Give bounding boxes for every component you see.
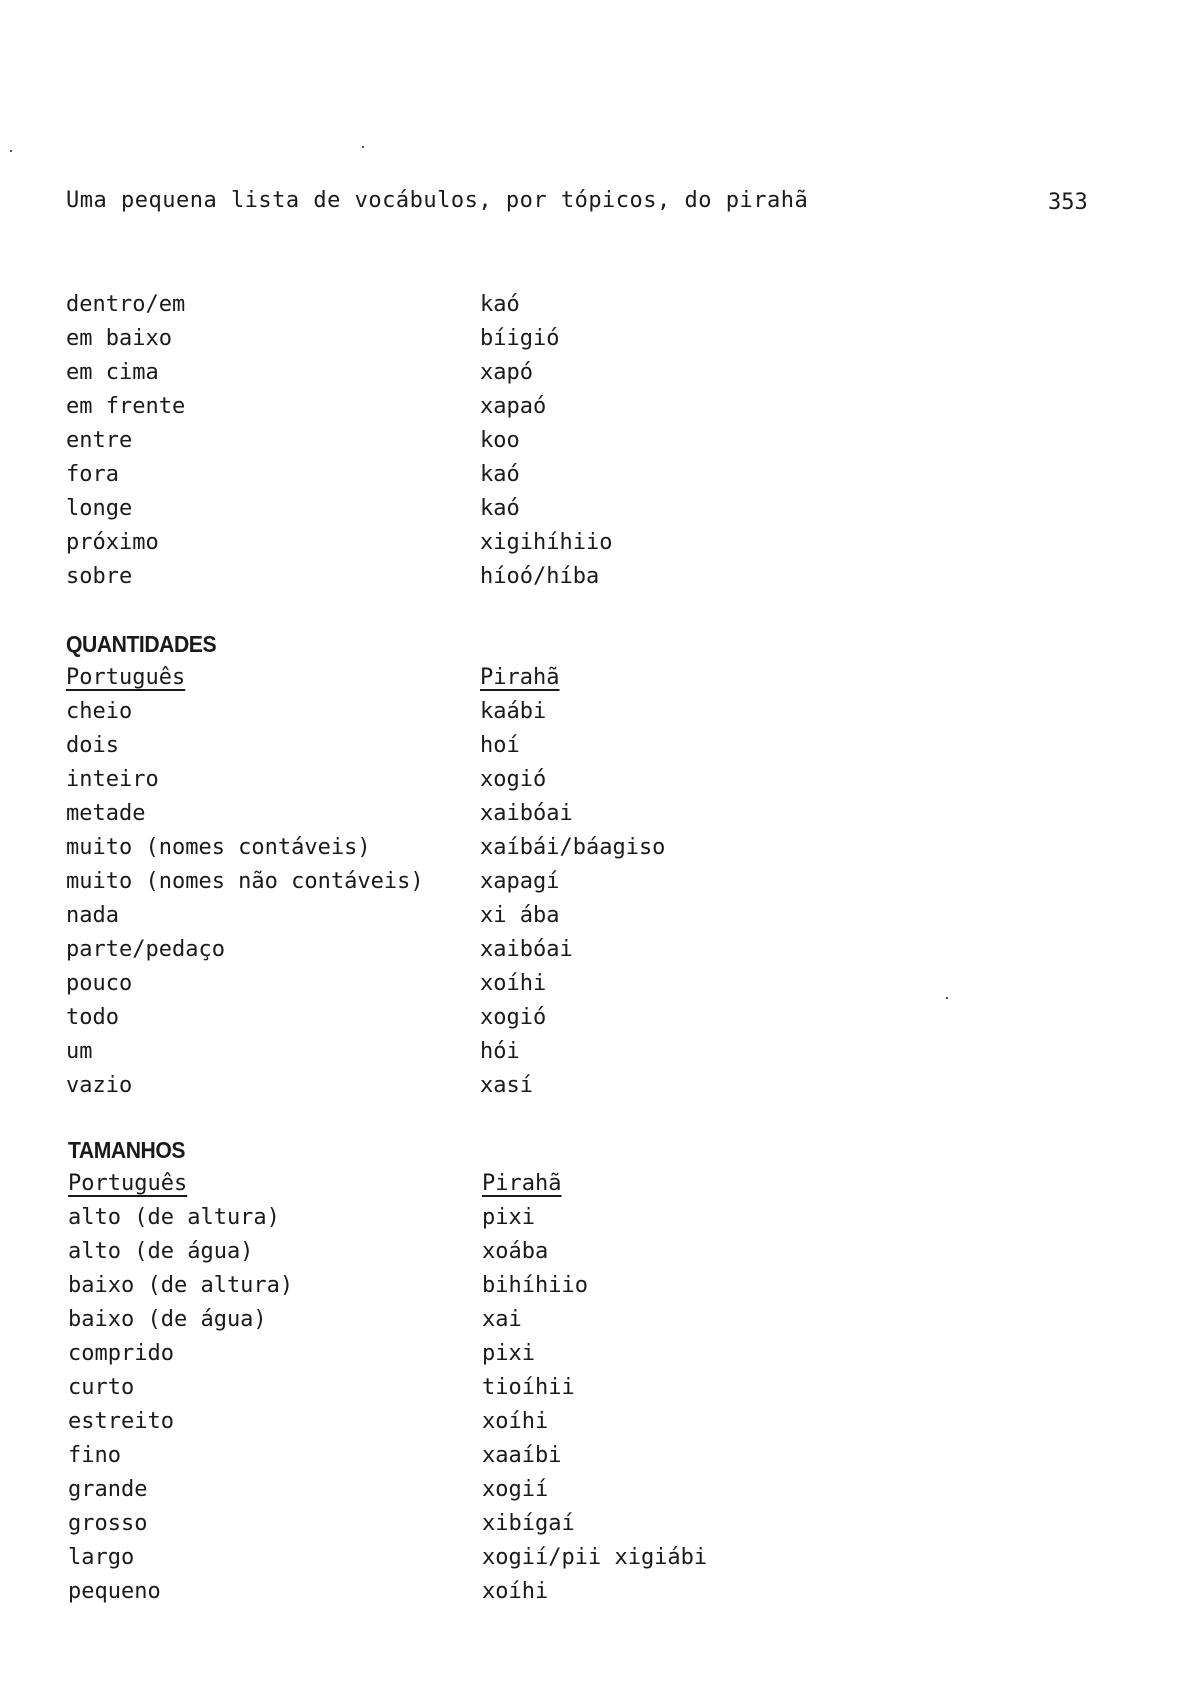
list-item	[66, 424, 966, 458]
portuguese-term: largo	[68, 1545, 135, 1570]
piraha-term: tioíhii	[482, 1375, 575, 1400]
portuguese-term: alto (de água)	[68, 1239, 254, 1264]
portuguese-term: entre	[66, 428, 133, 453]
list-item	[66, 1001, 966, 1035]
portuguese-term: em frente	[66, 394, 186, 419]
piraha-term: xaíbái/báagiso	[480, 835, 666, 860]
piraha-term: xoíhi	[482, 1409, 549, 1434]
running-header: Uma pequena lista de vocábulos, por tópicos, do pirahã	[66, 188, 809, 213]
tamanhos-section	[68, 1133, 968, 1609]
column-header-piraha: Pirahã	[480, 665, 560, 690]
page-number: 353	[1048, 190, 1088, 215]
list-item	[68, 1405, 968, 1439]
portuguese-term: nada	[66, 903, 119, 928]
list-item	[68, 1575, 968, 1609]
portuguese-term: baixo (de altura)	[68, 1273, 294, 1298]
list-item	[68, 1473, 968, 1507]
list-item	[68, 1439, 968, 1473]
list-item	[66, 356, 966, 390]
portuguese-term: dois	[66, 733, 119, 758]
piraha-term: xoíhi	[482, 1579, 549, 1604]
piraha-term: xogií/pii xigiábi	[482, 1545, 708, 1570]
portuguese-term: curto	[68, 1375, 135, 1400]
piraha-term: xapaó	[480, 394, 547, 419]
column-header-portuguese: Português	[68, 1171, 188, 1196]
portuguese-term: próximo	[66, 530, 159, 555]
piraha-term: xogió	[480, 1005, 547, 1030]
list-item	[68, 1371, 968, 1405]
list-item	[66, 729, 966, 763]
piraha-term: xasí	[480, 1073, 533, 1098]
piraha-term: pixi	[482, 1341, 535, 1366]
portuguese-term: todo	[66, 1005, 119, 1030]
list-item	[66, 1069, 966, 1103]
scan-speck	[362, 146, 364, 148]
portuguese-term: cheio	[66, 699, 133, 724]
section-title: TAMANHOS	[68, 1137, 185, 1163]
piraha-term: pixi	[482, 1205, 535, 1230]
list-item	[66, 492, 966, 526]
list-item	[68, 1337, 968, 1371]
column-header-row	[68, 1167, 968, 1201]
list-item	[66, 831, 966, 865]
list-item	[66, 933, 966, 967]
list-item	[66, 458, 966, 492]
piraha-term: xigihíhiio	[480, 530, 613, 555]
portuguese-term: inteiro	[66, 767, 159, 792]
portuguese-term: sobre	[66, 564, 133, 589]
piraha-term: hoí	[480, 733, 520, 758]
list-item	[66, 865, 966, 899]
list-item	[66, 1035, 966, 1069]
locations-list	[66, 288, 966, 594]
portuguese-term: grosso	[68, 1511, 148, 1536]
list-item	[66, 695, 966, 729]
list-item	[68, 1269, 968, 1303]
piraha-term: xapagí	[480, 869, 560, 894]
piraha-term: kaó	[480, 462, 520, 487]
portuguese-term: muito (nomes não contáveis)	[66, 869, 424, 894]
piraha-term: xaibóai	[480, 801, 573, 826]
portuguese-term: longe	[66, 496, 133, 521]
scan-speck	[10, 150, 12, 152]
piraha-term: xai	[482, 1307, 522, 1332]
piraha-term: xapó	[480, 360, 533, 385]
column-header-portuguese: Português	[66, 665, 186, 690]
list-item	[68, 1201, 968, 1235]
portuguese-term: baixo (de água)	[68, 1307, 267, 1332]
portuguese-term: um	[66, 1039, 93, 1064]
piraha-term: xibígaí	[482, 1511, 575, 1536]
portuguese-term: muito (nomes contáveis)	[66, 835, 371, 860]
piraha-term: xogió	[480, 767, 547, 792]
portuguese-term: metade	[66, 801, 146, 826]
portuguese-term: em baixo	[66, 326, 172, 351]
quantidades-section	[66, 627, 966, 1103]
portuguese-term: estreito	[68, 1409, 174, 1434]
portuguese-term: comprido	[68, 1341, 174, 1366]
portuguese-term: grande	[68, 1477, 148, 1502]
piraha-term: xi ába	[480, 903, 560, 928]
column-header-piraha: Pirahã	[482, 1171, 562, 1196]
portuguese-term: parte/pedaço	[66, 937, 225, 962]
list-item	[66, 763, 966, 797]
portuguese-term: em cima	[66, 360, 159, 385]
piraha-term: bihíhiio	[482, 1273, 588, 1298]
list-item	[68, 1541, 968, 1575]
list-item	[68, 1303, 968, 1337]
list-item	[66, 797, 966, 831]
portuguese-term: fino	[68, 1443, 121, 1468]
column-header-row	[66, 661, 966, 695]
list-item	[66, 560, 966, 594]
piraha-term: kaó	[480, 292, 520, 317]
portuguese-term: dentro/em	[66, 292, 186, 317]
portuguese-term: pouco	[66, 971, 133, 996]
piraha-term: xoíhi	[480, 971, 547, 996]
piraha-term: kaó	[480, 496, 520, 521]
piraha-term: xaaíbi	[482, 1443, 562, 1468]
portuguese-term: pequeno	[68, 1579, 161, 1604]
portuguese-term: vazio	[66, 1073, 133, 1098]
piraha-term: hói	[480, 1039, 520, 1064]
list-item	[66, 526, 966, 560]
portuguese-term: fora	[66, 462, 119, 487]
list-item	[66, 967, 966, 1001]
list-item	[66, 899, 966, 933]
piraha-term: koo	[480, 428, 520, 453]
piraha-term: kaábi	[480, 699, 547, 724]
piraha-term: xogií	[482, 1477, 549, 1502]
list-item	[66, 390, 966, 424]
section-title: QUANTIDADES	[66, 631, 217, 657]
list-item	[66, 322, 966, 356]
list-item	[68, 1235, 968, 1269]
piraha-term: híoó/híba	[480, 564, 600, 589]
piraha-term: xoába	[482, 1239, 549, 1264]
list-item	[66, 288, 966, 322]
list-item	[68, 1507, 968, 1541]
piraha-term: bíigió	[480, 326, 560, 351]
portuguese-term: alto (de altura)	[68, 1205, 280, 1230]
piraha-term: xaibóai	[480, 937, 573, 962]
